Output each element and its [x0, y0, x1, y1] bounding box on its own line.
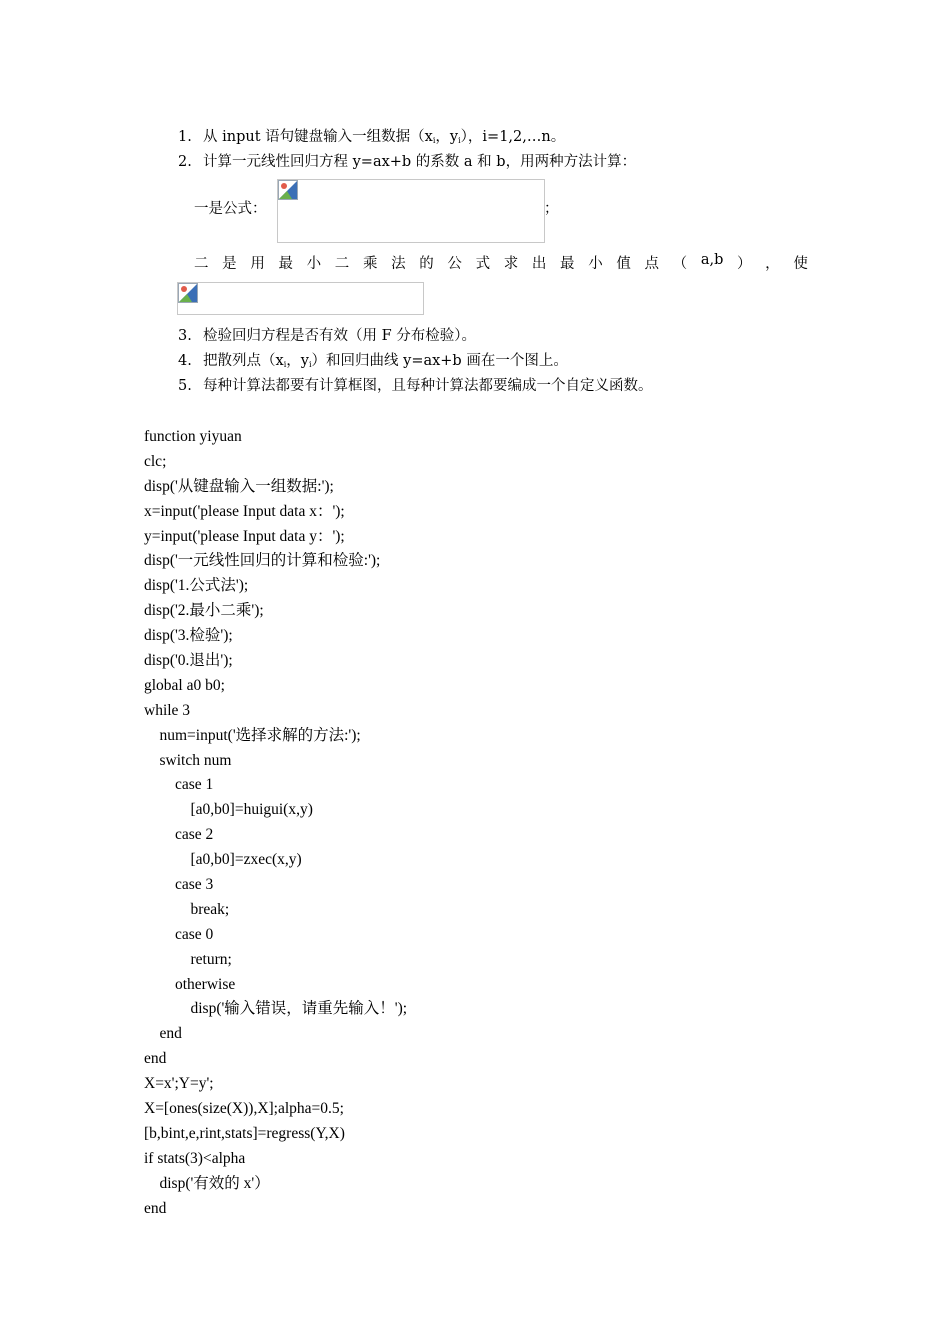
code-line: disp('一元线性回归的计算和检验:');	[144, 552, 381, 570]
code-line: if stats(3)<alpha	[144, 1149, 246, 1167]
broken-image-icon	[278, 180, 298, 200]
word: 的	[419, 256, 434, 272]
requirement-5	[178, 377, 653, 395]
word: 点	[644, 256, 659, 272]
code-line: case 2	[144, 826, 214, 844]
code-line: function yiyuan	[144, 428, 242, 445]
word: 求	[503, 256, 519, 272]
method-two-line	[194, 252, 808, 273]
subscript: i	[283, 360, 287, 369]
word: 是	[222, 256, 237, 272]
requirement-4	[178, 352, 568, 374]
list-number: 1.	[178, 129, 192, 145]
subscript: i	[308, 360, 312, 369]
code-line: case 0	[144, 925, 214, 943]
code-line: disp('3.检验');	[144, 627, 233, 645]
semicolon: ；	[544, 201, 559, 217]
code-line: disp('0.退出');	[144, 652, 233, 670]
word: 小	[588, 256, 603, 272]
requirement-text: 每种计算法都要有计算框图，且每种计算法都要编成一个自定义函数。	[203, 378, 653, 394]
word: 用	[250, 256, 265, 272]
list-number: 3.	[178, 328, 192, 344]
list-number: 4.	[178, 353, 192, 369]
word: 二	[194, 256, 209, 272]
code-line: disp('有效的 x'）	[144, 1174, 270, 1192]
requirement-3	[178, 327, 476, 345]
word: 使	[793, 256, 808, 272]
code-line: y=input('please Input data y：');	[144, 527, 345, 545]
formula-image-placeholder	[277, 179, 545, 243]
requirement-text: ），i=1,2,…n。	[460, 129, 566, 145]
code-line: disp('1.公式法');	[144, 577, 249, 595]
subscript: i	[458, 136, 461, 145]
broken-image-icon	[178, 283, 198, 303]
code-line: disp('从键盘输入一组数据:');	[144, 477, 334, 495]
code-line: disp('2.最小二乘');	[144, 602, 264, 620]
requirement-text: ）和回归曲线 y=ax+b 画在一个图上。	[311, 353, 568, 369]
code-line: clc;	[144, 452, 167, 470]
requirement-text: ，y	[435, 129, 459, 145]
code-line: end	[144, 1050, 167, 1068]
code-listing	[144, 425, 407, 1222]
word: 法	[391, 256, 406, 272]
requirement-text: 把散列点（x	[203, 353, 284, 369]
word: （	[672, 256, 688, 272]
method-one-label: 一是公式：	[194, 201, 267, 217]
requirement-text: ，y	[286, 353, 309, 369]
word: 最	[278, 256, 293, 272]
requirement-text: 从 input 语句键盘输入一组数据（x	[203, 129, 433, 145]
code-line: x=input('please Input data x：');	[144, 502, 345, 520]
code-line: [a0,b0]=huigui(x,y)	[144, 801, 313, 819]
word: 值	[616, 256, 631, 272]
code-line: X=[ones(size(X)),X];alpha=0.5;	[144, 1100, 344, 1118]
word: 式	[475, 256, 491, 272]
least-squares-image-placeholder	[177, 282, 424, 315]
word: a,b	[700, 252, 724, 268]
code-line: [b,bint,e,rint,stats]=regress(Y,X)	[144, 1124, 345, 1142]
code-line: global a0 b0;	[144, 676, 225, 694]
code-line: switch num	[144, 751, 232, 769]
word: 最	[560, 256, 575, 272]
word: 小	[306, 256, 322, 272]
code-line: otherwise	[144, 975, 236, 993]
code-line: end	[144, 1025, 182, 1043]
code-line: break;	[144, 900, 230, 918]
code-line: return;	[144, 950, 232, 968]
code-line: disp('输入错误，请重先输入！');	[144, 1000, 408, 1018]
code-line: num=input('选择求解的方法:');	[144, 726, 361, 744]
requirement-1	[178, 128, 565, 150]
word: ，	[765, 256, 780, 272]
list-number: 2.	[178, 154, 192, 170]
code-line: case 1	[144, 776, 214, 794]
word: 二	[334, 256, 350, 272]
code-line: [a0,b0]=zxec(x,y)	[144, 851, 302, 869]
subscript: i	[432, 136, 436, 145]
code-line: while 3	[144, 701, 191, 719]
word: ）	[737, 256, 752, 272]
requirement-text: 计算一元线性回归方程 y=ax+b 的系数 a 和 b，用两种方法计算：	[203, 154, 637, 170]
code-line: case 3	[144, 876, 214, 894]
code-line: X=x';Y=y';	[144, 1075, 214, 1093]
word: 出	[531, 256, 547, 272]
list-number: 5.	[178, 378, 192, 394]
code-line: end	[144, 1199, 167, 1217]
requirement-2	[178, 153, 636, 171]
word: 公	[447, 256, 462, 272]
requirement-text: 检验回归方程是否有效（用 F 分布检验）。	[203, 328, 477, 344]
word: 乘	[362, 256, 378, 272]
